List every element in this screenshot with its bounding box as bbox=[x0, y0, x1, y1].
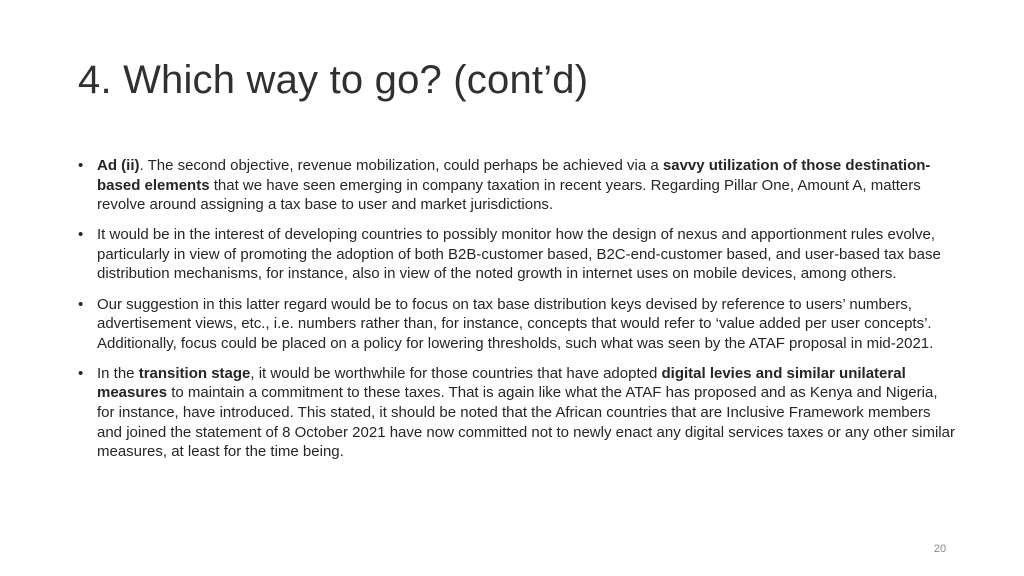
bullet-item-developing-countries bbox=[78, 225, 958, 284]
bullet-list bbox=[78, 156, 958, 472]
bullet-item-suggestion bbox=[78, 295, 958, 354]
bullet-1-emphasis-bold: savvy utilization of those destination-based elements bbox=[97, 157, 931, 194]
bullet-icon: • bbox=[78, 364, 84, 382]
bullet-4-levies-bold: digital levies and similar unilateral measures bbox=[97, 364, 906, 402]
bullet-2-text: It would be in the interest of developing countries to possibly monitor how the design of nexus and apportionment rules evolve, particularly in view of promoting the adoption of both B2B-customer based, B2C-end-customer based, and user-based tax base distribution mechanisms, for instance, also in view of the noted growth in internet uses on mobile devices, among others. bbox=[97, 226, 941, 283]
bullet-icon: • bbox=[78, 295, 84, 313]
bullet-4-text-start: In the bbox=[97, 364, 139, 382]
bullet-1-lead-bold: Ad (ii) bbox=[97, 157, 140, 174]
page-number: 20 bbox=[933, 543, 947, 555]
bullet-icon: • bbox=[78, 226, 84, 244]
bullet-3-text: Our suggestion in this latter regard would be to focus on tax base distribution keys devised by reference to users’ numbers, advertisement views, etc., i.e. numbers rather than, for instance, concepts that would refer to ‘value added per user concepts’. Additionally, focus could be placed on a policy for lowering thresholds, such what was seen by the ATAF proposal in mid-2021. bbox=[97, 295, 934, 352]
bullet-1-text-end: that we have seen emerging in company taxation in recent years. Regarding Pillar One, Amount A, matters revolve around assigning a tax base to user and market jurisdictions. bbox=[97, 176, 921, 214]
bullet-1-text: . The second objective, revenue mobilization, could perhaps be achieved via a bbox=[139, 157, 663, 174]
slide-title: 4. Which way to go? (cont’d) bbox=[78, 58, 589, 102]
bullet-4-transition-bold: transition stage bbox=[138, 364, 251, 382]
bullet-icon: • bbox=[78, 157, 84, 174]
bullet-4-text-middle: , it would be worthwhile for those countries that have adopted bbox=[250, 364, 662, 382]
bullet-item-transition-stage bbox=[78, 364, 958, 462]
bullet-item-ad-ii bbox=[78, 156, 958, 215]
bullet-4-text-end: to maintain a commitment to these taxes. That is again like what the ATAF has proposed and as Kenya and Nigeria, for instance, have introduced. This stated, it should be noted that the African countries that are Inclusive Framework members and joined the statement of 8 October 2021 have now committed not to newly enact any digital services taxes or any other similar measures, at least for the time being. bbox=[97, 384, 955, 461]
